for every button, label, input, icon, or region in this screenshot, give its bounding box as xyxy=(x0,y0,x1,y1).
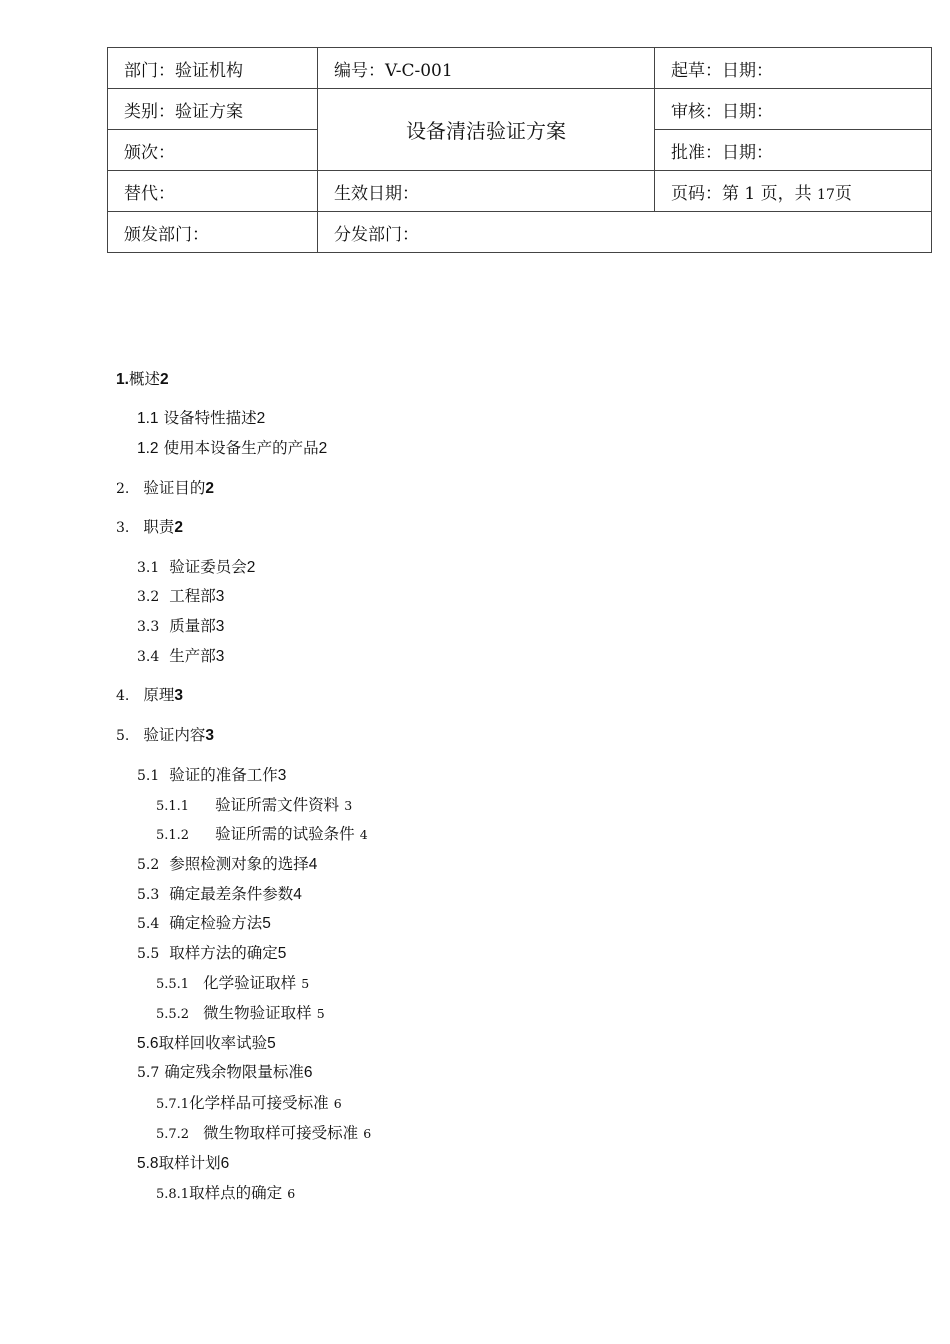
issuer-cell: 颁发部门： xyxy=(108,212,318,253)
toc-entry[interactable] xyxy=(116,723,214,745)
toc-entry[interactable] xyxy=(137,911,271,933)
toc-title: 微生物验证取样 xyxy=(203,1004,312,1022)
toc-number: 3.1 xyxy=(137,560,160,576)
toc-entry[interactable] xyxy=(156,1091,342,1113)
toc-page: 6 xyxy=(287,1186,296,1201)
toc-entry[interactable] xyxy=(137,1031,276,1053)
toc-number: 5.7 xyxy=(137,1065,160,1081)
toc-page: 6 xyxy=(220,1155,230,1172)
toc-number: 1.1 xyxy=(137,410,159,427)
toc-entry[interactable] xyxy=(156,822,368,844)
toc-number: 3.2 xyxy=(137,589,160,605)
toc-number: 5.7.1 xyxy=(156,1097,190,1112)
toc-title: 确定检验方法 xyxy=(169,915,263,932)
toc-page: 3 xyxy=(215,648,225,665)
effective-date-cell: 生效日期： xyxy=(318,171,655,212)
toc-page: 2 xyxy=(159,371,169,388)
draft-cell: 起草：日期： xyxy=(655,48,932,89)
toc-number: 3.3 xyxy=(137,619,160,635)
toc-title: 使用本设备生产的产品 xyxy=(163,440,319,457)
toc-title: 化学验证取样 xyxy=(203,974,297,992)
toc-entry[interactable] xyxy=(156,793,352,815)
toc-number: 5.3 xyxy=(137,887,160,903)
toc-number: 5.1.2 xyxy=(156,828,190,843)
toc-entry[interactable] xyxy=(137,644,224,666)
toc-number: 5.8.1 xyxy=(156,1187,190,1202)
toc-entry[interactable] xyxy=(137,1151,229,1173)
distribution-cell: 分发部门： xyxy=(318,212,932,253)
edition-cell: 颁次： xyxy=(108,130,318,171)
toc-title: 原理 xyxy=(143,687,175,704)
toc-title: 生产部 xyxy=(169,648,216,665)
toc-title: 确定残余物限量标准 xyxy=(164,1064,304,1081)
toc-entry[interactable] xyxy=(137,852,317,874)
toc-title: 取样点的确定 xyxy=(189,1184,283,1202)
toc-number: 5. xyxy=(116,728,130,744)
toc-page: 5 xyxy=(267,1035,276,1052)
toc-title: 微生物取样可接受标准 xyxy=(203,1124,359,1142)
toc-number: 4. xyxy=(116,688,130,704)
toc-number: 5.7.2 xyxy=(156,1127,190,1142)
toc-number: 5.4 xyxy=(137,916,160,932)
toc-page: 3 xyxy=(277,767,287,784)
toc-page: 4 xyxy=(308,856,318,873)
toc-page: 3 xyxy=(344,798,353,813)
toc-number: 5.5 xyxy=(137,946,160,962)
toc-page: 3 xyxy=(205,727,214,744)
toc-number: 1.2 xyxy=(137,440,159,457)
toc-number: 5.6 xyxy=(137,1035,159,1052)
toc-entry[interactable] xyxy=(137,882,302,904)
toc-page: 5 xyxy=(277,945,287,962)
toc-title: 化学样品可接受标准 xyxy=(189,1094,329,1112)
toc-entry[interactable] xyxy=(137,614,224,636)
toc-page: 4 xyxy=(359,827,368,842)
toc-page: 5 xyxy=(316,1006,325,1021)
toc-entry[interactable] xyxy=(116,367,169,389)
toc-entry[interactable] xyxy=(156,1121,371,1143)
toc-page: 5 xyxy=(301,976,310,991)
toc-page: 2 xyxy=(256,410,266,427)
toc-entry[interactable] xyxy=(116,515,183,537)
toc-page: 3 xyxy=(215,618,225,635)
toc-title: 工程部 xyxy=(169,588,216,605)
page-suffix: 页 xyxy=(834,183,852,204)
toc-title: 验证的准备工作 xyxy=(169,767,278,784)
replace-cell: 替代： xyxy=(108,171,318,212)
toc-title: 概述 xyxy=(128,371,160,388)
toc-page: 2 xyxy=(205,480,214,497)
toc-page: 6 xyxy=(303,1064,313,1081)
toc-entry[interactable] xyxy=(137,941,286,963)
toc-entry[interactable] xyxy=(156,1181,295,1203)
toc-number: 2. xyxy=(116,481,130,497)
code-text: 编号：V-C-001 xyxy=(334,60,453,81)
toc-number: 5.2 xyxy=(137,857,160,873)
toc-page: 3 xyxy=(215,588,225,605)
toc-number: 3.4 xyxy=(137,649,160,665)
toc-page: 6 xyxy=(333,1096,342,1111)
toc-number: 5.1 xyxy=(137,768,160,784)
toc-page: 5 xyxy=(262,915,271,932)
toc-title: 职责 xyxy=(143,519,175,536)
toc-entry[interactable] xyxy=(137,1060,313,1082)
toc-number: 3. xyxy=(116,520,130,536)
toc-entry[interactable] xyxy=(116,476,214,498)
toc-title: 设备特性描述 xyxy=(163,410,257,427)
document-title: 设备清洁验证方案 xyxy=(318,89,655,171)
toc-title: 质量部 xyxy=(169,618,216,635)
category-cell: 类别：验证方案 xyxy=(108,89,318,130)
toc-title: 验证内容 xyxy=(143,727,206,744)
toc-entry[interactable] xyxy=(137,584,224,606)
toc-page: 2 xyxy=(318,440,328,457)
dept-cell: 部门：验证机构 xyxy=(108,48,318,89)
toc-number: 1. xyxy=(116,371,129,388)
toc-entry[interactable] xyxy=(137,406,265,428)
toc-number: 5.8 xyxy=(137,1155,159,1172)
approve-cell: 批准：日期： xyxy=(655,130,932,171)
toc-title: 参照检测对象的选择 xyxy=(169,856,309,873)
toc-number: 5.1.1 xyxy=(156,799,190,814)
toc-number: 5.5.2 xyxy=(156,1007,190,1022)
toc-title: 验证委员会 xyxy=(169,559,247,576)
toc-entry[interactable] xyxy=(156,971,309,993)
toc-page: 6 xyxy=(363,1126,372,1141)
toc-title: 确定最差条件参数 xyxy=(169,886,294,903)
toc-entry[interactable] xyxy=(137,555,255,577)
toc-page: 2 xyxy=(246,559,256,576)
toc-title: 验证目的 xyxy=(143,480,206,497)
toc-title: 取样回收率试验 xyxy=(158,1035,268,1052)
toc-title: 验证所需文件资料 xyxy=(215,796,340,814)
toc-page: 3 xyxy=(174,687,183,704)
toc-entry[interactable] xyxy=(156,1001,325,1023)
toc-title: 取样计划 xyxy=(158,1155,221,1172)
toc-entry[interactable] xyxy=(116,683,183,705)
toc-page: 4 xyxy=(293,886,302,903)
page-total: 17 xyxy=(817,186,835,203)
review-cell: 审核：日期： xyxy=(655,89,932,130)
page-prefix: 页码：第 1 页，共 xyxy=(671,183,812,204)
toc-entry[interactable] xyxy=(137,436,327,458)
toc-title: 取样方法的确定 xyxy=(169,945,278,962)
toc-page: 2 xyxy=(174,519,183,536)
toc-number: 5.5.1 xyxy=(156,977,190,992)
toc-entry[interactable] xyxy=(137,763,286,785)
toc-title: 验证所需的试验条件 xyxy=(215,825,355,843)
